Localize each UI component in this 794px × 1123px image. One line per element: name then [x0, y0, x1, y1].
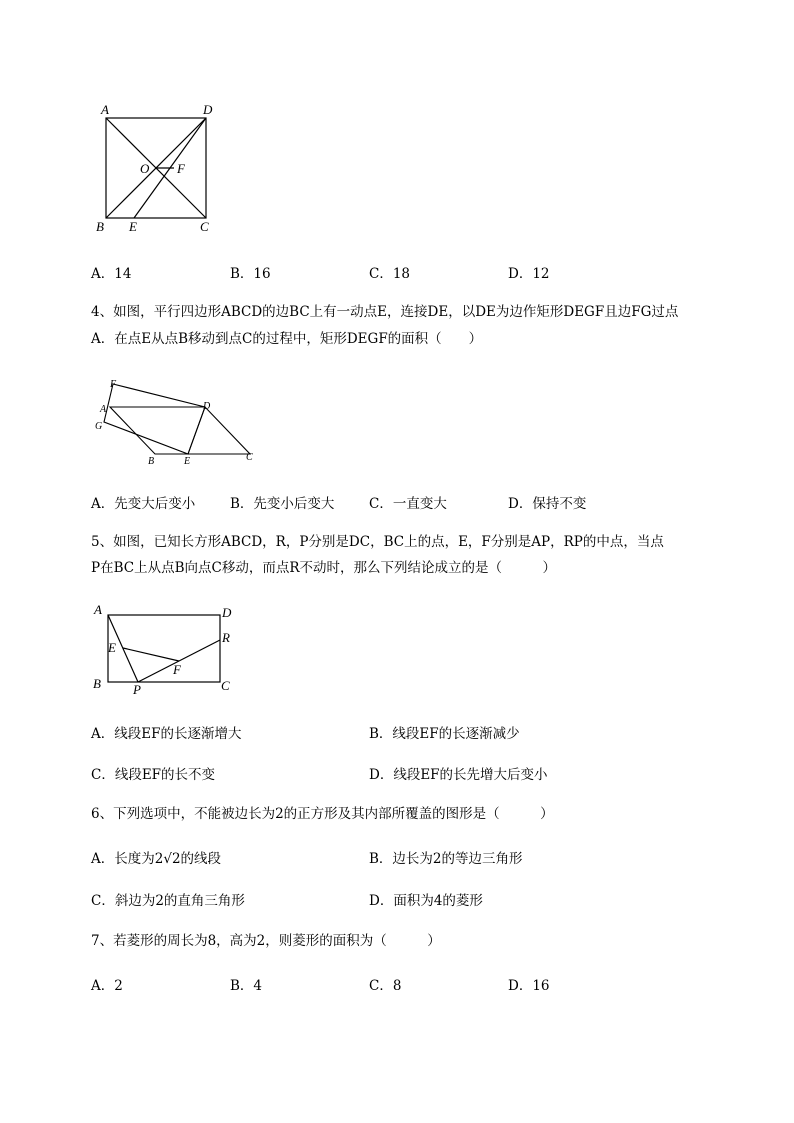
- q3-label-d: D: [203, 102, 213, 117]
- q3-label-e: E: [129, 219, 137, 234]
- q4-stem-line1: 4、如图，平行四边形ABCD的边BC上有一动点E，连接DE，以DE为边作矩形DEGF且边FG过点: [91, 304, 679, 320]
- q5-label-b: B: [93, 676, 101, 691]
- q3-option-c: C．18: [369, 266, 411, 282]
- q5-stem-line2: P在BC上从点B向点C移动，而点R不动时，那么下列结论成立的是（ ）: [91, 560, 556, 576]
- q4-label-a: A: [100, 404, 107, 415]
- q5-label-a: A: [94, 602, 102, 617]
- q5-segment-ef: [123, 648, 179, 661]
- q3-label-c: C: [200, 219, 209, 234]
- q4-stem-line2: A．在点E从点B移动到点C的过程中，矩形DEGF的面积（ ）: [91, 331, 483, 347]
- q5-figure: [88, 600, 248, 700]
- q5-label-d: D: [222, 605, 232, 620]
- q5-label-p: P: [133, 682, 141, 697]
- q3-option-a: A．14: [91, 266, 132, 282]
- q5-option-a: A．线段EF的长逐渐增大: [91, 726, 242, 742]
- q3-label-o: O: [140, 161, 150, 176]
- q5-label-e: E: [108, 640, 116, 655]
- q3-figure: [90, 100, 225, 240]
- q7-option-b: B．4: [230, 978, 263, 994]
- q6-option-a: A．长度为2√2的线段: [91, 851, 222, 867]
- q7-option-c: C．8: [369, 978, 402, 994]
- q5-label-r: R: [222, 630, 230, 645]
- q4-label-d: D: [203, 401, 211, 412]
- q6-option-c: C．斜边为2的直角三角形: [91, 893, 245, 909]
- q4-rectangle: [104, 384, 205, 454]
- q4-option-b: B．先变小后变大: [230, 496, 335, 512]
- q5-option-d: D．线段EF的长先增大后变小: [369, 767, 548, 783]
- q5-option-c: C．线段EF的长不变: [91, 767, 216, 783]
- q4-label-g: G: [95, 421, 103, 432]
- q3-label-a: A: [101, 102, 109, 117]
- q4-parallelogram: [110, 407, 250, 454]
- q6-option-b: B．边长为2的等边三角形: [369, 851, 523, 867]
- q4-label-e: E: [184, 456, 191, 467]
- q6-stem: 6、下列选项中，不能被边长为2的正方形及其内部所覆盖的图形是（ ）: [91, 806, 554, 822]
- q7-option-d: D．16: [508, 978, 550, 994]
- q4-label-c: C: [246, 452, 253, 463]
- q5-label-f: F: [173, 662, 181, 677]
- q3-option-d: D．12: [508, 266, 550, 282]
- q4-option-c: C．一直变大: [369, 496, 447, 512]
- q3-label-b: B: [96, 219, 104, 234]
- q4-segment-de: [188, 407, 205, 454]
- q3-option-b: B．16: [230, 266, 271, 282]
- q4-figure: [90, 372, 265, 467]
- q4-label-f: F: [110, 379, 117, 390]
- q5-stem-line1: 5、如图，已知长方形ABCD，R，P分别是DC，BC上的点，E，F分别是AP，RP的中点，当点: [91, 534, 664, 550]
- q6-option-d: D．面积为4的菱形: [369, 893, 483, 909]
- q3-label-f: F: [177, 161, 185, 176]
- q5-label-c: C: [221, 678, 230, 693]
- q7-option-a: A．2: [91, 978, 123, 994]
- q4-label-b: B: [148, 456, 155, 467]
- q4-option-a: A．先变大后变小: [91, 496, 196, 512]
- q4-option-d: D．保持不变: [508, 496, 587, 512]
- q5-option-b: B．线段EF的长逐渐减少: [369, 726, 520, 742]
- q7-stem: 7、若菱形的周长为8，高为2，则菱形的面积为（ ）: [91, 933, 441, 949]
